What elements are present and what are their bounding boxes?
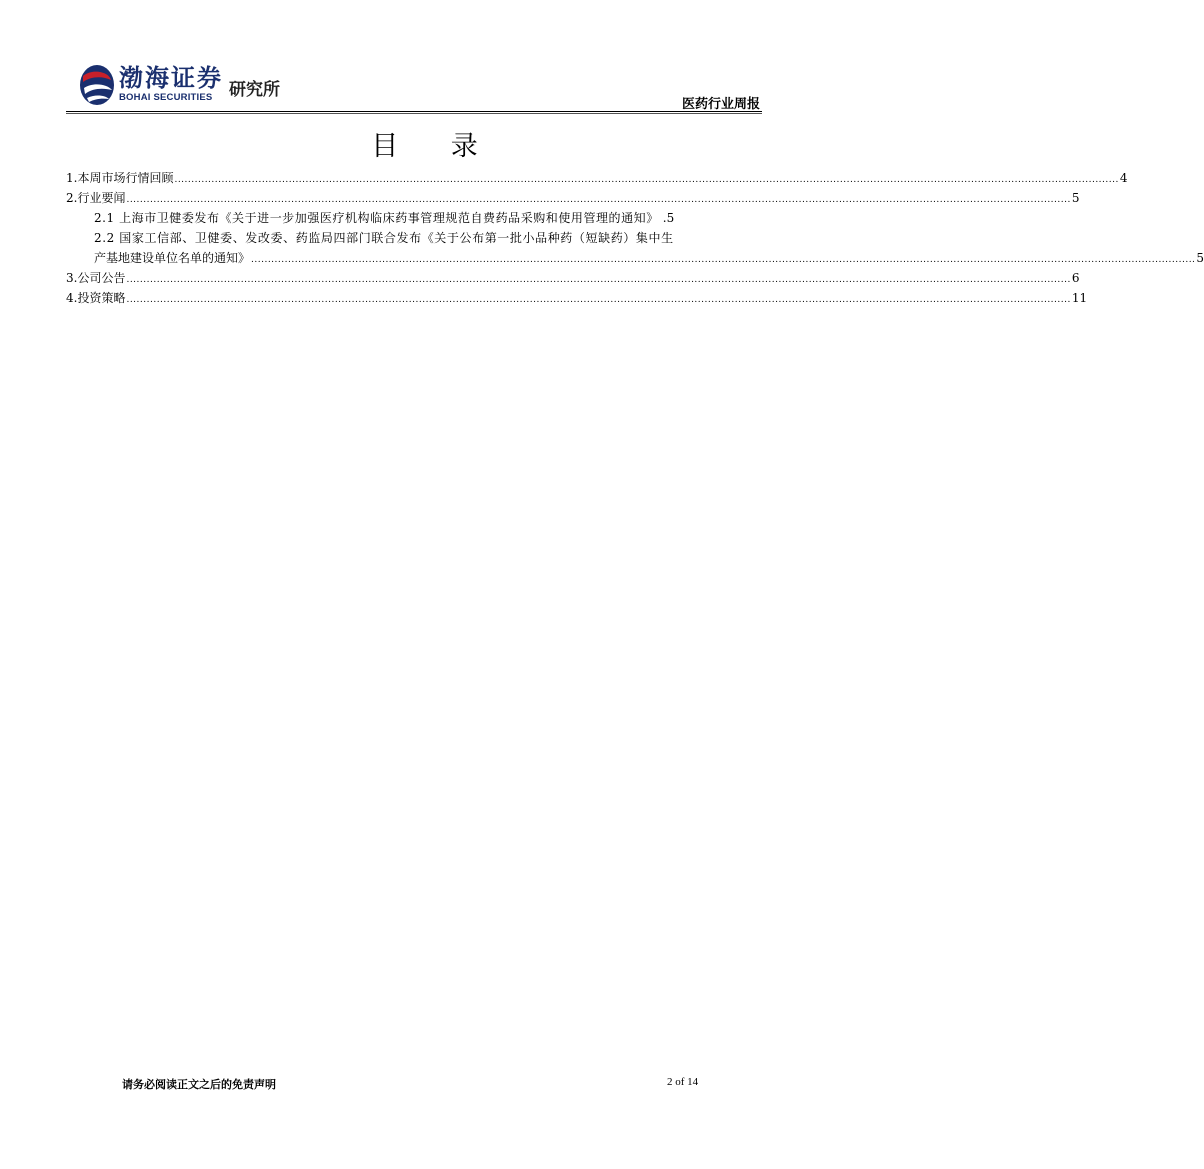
toc-item[interactable]: [66, 188, 1080, 208]
table-of-contents: [66, 168, 1204, 308]
brand-name-cn: 渤海证券: [119, 63, 223, 92]
toc-item-page: 11: [1071, 291, 1088, 305]
toc-item-page: 4: [1119, 171, 1128, 185]
toc-item-page: .5: [662, 211, 675, 225]
toc-item[interactable]: [66, 168, 1128, 188]
brand-name-en: BOHAI SECURITIES: [119, 92, 213, 103]
bohai-logo: [79, 64, 339, 106]
toc-item-label: 产基地建设单位名单的通知》: [94, 251, 251, 265]
toc-item-label: 2.行业要闻: [66, 191, 126, 205]
toc-leader-dots: .........................................................................................................................................................................................................................................................................................: [126, 275, 1071, 285]
header-divider: [66, 111, 762, 112]
report-type: 医药行业周报: [681, 97, 760, 112]
toc-leader-dots: .........................................................................................................................................................................................................................................................................................: [126, 295, 1071, 305]
toc-item-label: 4.投资策略: [66, 291, 126, 305]
toc-item[interactable]: [66, 228, 762, 248]
toc-item-continuation[interactable]: [66, 248, 1204, 268]
page-number: 2 of 14: [667, 1076, 699, 1088]
toc-item[interactable]: [66, 208, 762, 228]
toc-leader-dots: .........................................................................................................................................................................................................................................................................................: [126, 195, 1071, 205]
toc-item-label: 1.本周市场行情回顾: [66, 171, 174, 185]
toc-item-label: 3.公司公告: [66, 271, 126, 285]
header-divider-thin: [66, 113, 762, 114]
toc-item-page: 5: [1196, 251, 1204, 265]
institute-label: 研究所: [229, 80, 280, 100]
bohai-logo-icon: [79, 64, 115, 106]
toc-item[interactable]: [66, 288, 1088, 308]
toc-item[interactable]: [66, 268, 1080, 288]
toc-item-label: 2.1 上海市卫健委发布《关于进一步加强医疗机构临床药事管理规范自费药品采购和使用管理的通知》: [94, 211, 659, 225]
toc-item-label: 2.2 国家工信部、卫健委、发改委、药监局四部门联合发布《关于公布第一批小品种药（短缺药）集中生: [94, 231, 674, 245]
disclaimer-note: 请务必阅读正文之后的免责声明: [122, 1078, 276, 1091]
toc-item-page: 5: [1071, 191, 1080, 205]
toc-item-page: 6: [1071, 271, 1080, 285]
toc-leader-dots: .........................................................................................................................................................................................................................................................................................: [251, 255, 1196, 265]
toc-leader-dots: .........................................................................................................................................................................................................................................................................................: [174, 175, 1119, 185]
page-header: [0, 0, 827, 115]
toc-title: 目 录: [371, 131, 500, 162]
